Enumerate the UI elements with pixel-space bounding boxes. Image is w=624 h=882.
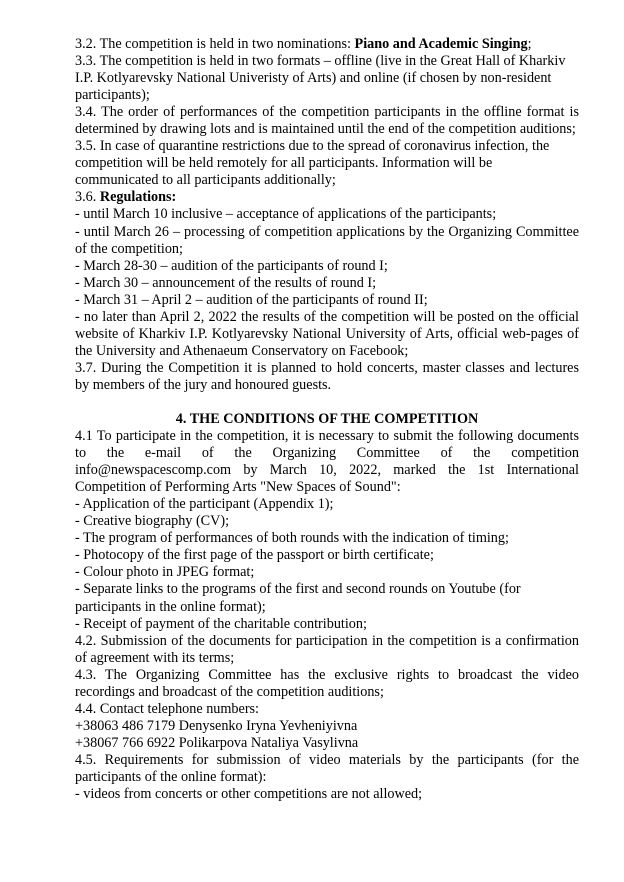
regulation-item: - until March 26 – processing of competition applications by the Organizing Committee of the competition; [75,223,579,257]
document-item: - Colour photo in JPEG format; [75,564,255,581]
clause-4-1: 4.1 To participate in the competition, it is necessary to submit the following documents to the e-mail of the Organizing Committee of the competition info@newspacescomp.com by March 10, 2022, marked the 1st International Competition of Performing Arts "New Spaces of Sound": [75,428,579,496]
document-page [75,36,579,803]
document-item: - The program of performances of both rounds with the indication of timing; [75,530,509,547]
clause-4-3: 4.3. The Organizing Committee has the exclusive rights to broadcast the video recordings and broadcast of the competition auditions; [75,666,579,700]
clause-3-2-end: ; [527,36,532,52]
document-item: - Separate links to the programs of the first and second rounds on Youtube (for participants in the online format); [75,581,521,615]
regulation-item: - March 31 – April 2 – audition of the participants of round II; [75,291,428,308]
section-4-heading [75,411,579,428]
section-spacer [75,394,579,411]
clause-3-3: 3.3. The competition is held in two formats – offline (live in the Great Hall of Kharkiv I.P. Kotlyarevsky National Univeristy of Arts) and online (if chosen by non-resident participants); [75,53,566,104]
nominations-bold: Piano and Academic Singing [354,36,528,52]
clause-3-2 [75,36,579,53]
clause-3-7: 3.7. During the Competition it is planned to hold concerts, master classes and lectures by members of the jury and honoured guests. [75,359,579,393]
document-item: - Photocopy of the first page of the passport or birth certificate; [75,547,434,564]
clause-3-6-number: 3.6. [75,189,100,206]
contact-phone: +38067 766 6922 Polikarpova Nataliya Vasylivna [75,734,359,751]
clause-3-6 [75,189,579,206]
clause-3-2-text: 3.2. The competition is held in two nominations: [75,36,355,52]
regulation-item: - until March 10 inclusive – acceptance of applications of the participants; [75,206,497,223]
clause-3-5: 3.5. In case of quarantine restrictions due to the spread of coronavirus infection, the competition will be held remotely for all participants. Information will be communicated to all participants additionally; [75,138,550,189]
section-4-title: 4. THE CONDITIONS OF THE COMPETITION [175,410,479,427]
clause-3-4: 3.4. The order of performances of the competition participants in the offline format is determined by drawing lots and is maintained until the end of the competition auditions; [75,104,579,138]
video-requirement-item: - videos from concerts or other competitions are not allowed; [75,786,423,803]
clause-4-2: 4.2. Submission of the documents for participation in the competition is a confirmation of agreement with its terms; [75,632,579,666]
document-item: - Application of the participant (Appendix 1); [75,496,334,513]
contact-phone: +38063 486 7179 Denysenko Iryna Yevheniyivna [75,717,358,734]
regulation-item: - no later than April 2, 2022 the results of the competition will be posted on the official website of Kharkiv I.P. Kotlyarevsky National University of Arts, official web-pages of the University and Athenaeum Conservatory on Facebook; [75,308,579,359]
regulations-heading: Regulations: [99,189,177,206]
regulation-item: - March 28-30 – audition of the participants of round I; [75,257,388,274]
clause-4-5: 4.5. Requirements for submission of video materials by the participants (for the participants of the online format): [75,751,579,785]
regulation-item: - March 30 – announcement of the results of round I; [75,274,377,291]
document-item: - Creative biography (CV); [75,513,230,530]
document-item: - Receipt of payment of the charitable contribution; [75,615,367,632]
clause-4-4: 4.4. Contact telephone numbers: [75,700,260,717]
